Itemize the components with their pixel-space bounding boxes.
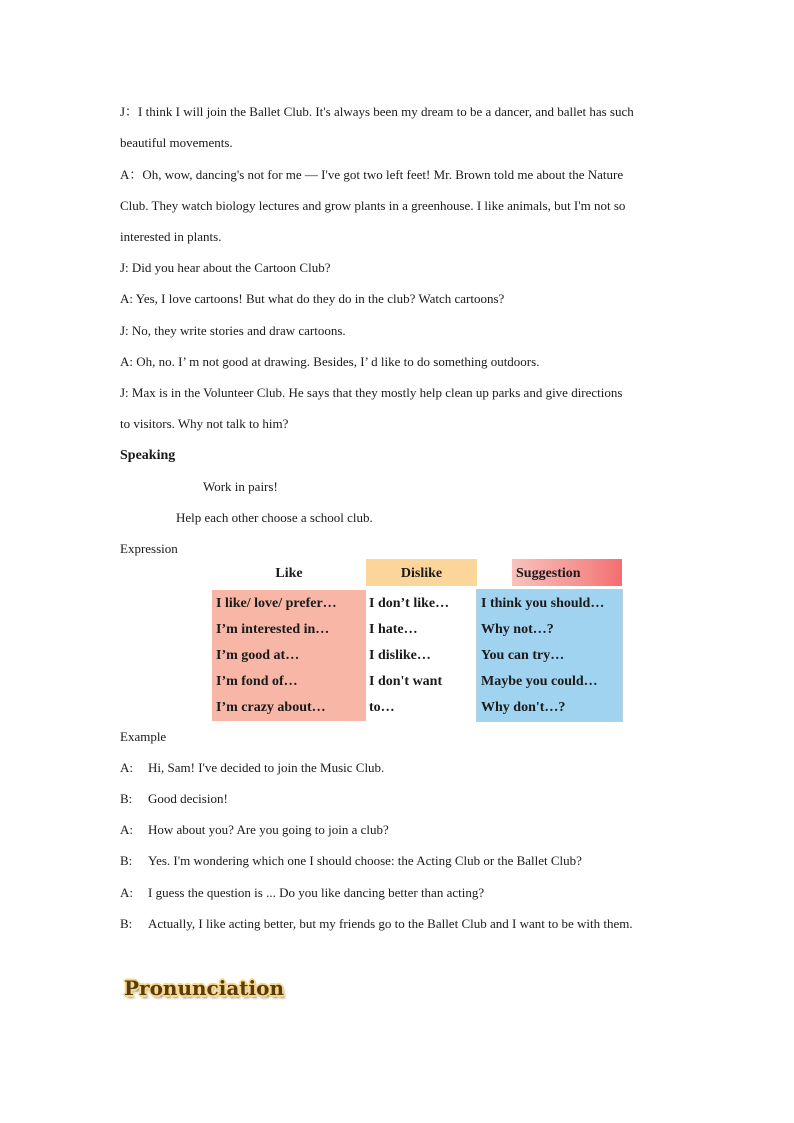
dialogue-line: to visitors. Why not talk to him?: [120, 416, 289, 431]
dislike-item: I hate…: [369, 622, 418, 637]
suggestion-item: I think you should…: [481, 596, 605, 611]
dislike-item: I don’t like…: [369, 596, 450, 611]
example-line: [120, 822, 389, 838]
example-text: Good decision!: [148, 791, 228, 806]
like-item: I’m fond of…: [216, 674, 298, 689]
example-line: [120, 916, 633, 932]
example-line: [120, 791, 228, 807]
dialogue-line: A: Yes, I love cartoons! But what do they do in the club? Watch cartoons?: [120, 291, 505, 306]
dialogue-line: beautiful movements.: [120, 135, 233, 150]
like-header: Like: [275, 566, 303, 581]
dialogue-line: A: Oh, no. I’ m not good at drawing. Besides, I’ d like to do something outdoors.: [120, 354, 540, 369]
pronunciation-title: Pronunciation: [124, 976, 284, 1000]
speaker-label: B:: [120, 791, 133, 806]
like-item: I’m good at…: [216, 648, 300, 663]
dislike-header: Dislike: [400, 566, 443, 581]
dialogue-line: A：Oh, wow, dancing's not for me — I've got two left feet! Mr. Brown told me about the Nature: [120, 167, 624, 182]
example-line: [120, 885, 484, 901]
speaker-label: A:: [120, 885, 133, 900]
speaking-heading: Speaking: [120, 448, 176, 463]
dialogue-line: interested in plants.: [120, 229, 222, 244]
suggestion-item: Why not…?: [481, 622, 554, 637]
dialogue-line: J: No, they write stories and draw cartoons.: [120, 323, 346, 338]
example-text: Actually, I like acting better, but my friends go to the Ballet Club and I want to be with them.: [148, 916, 633, 931]
speaker-label: B:: [120, 916, 133, 931]
dialogue-line: J: Max is in the Volunteer Club. He says that they mostly help clean up parks and give directions: [120, 385, 623, 400]
example-text: Yes. I'm wondering which one I should choose: the Acting Club or the Ballet Club?: [148, 853, 582, 868]
like-item: I’m crazy about…: [216, 700, 326, 715]
example-line: [120, 760, 384, 776]
speaker-label: A:: [120, 760, 133, 775]
dislike-item: I dislike…: [369, 648, 431, 663]
suggestion-item: Maybe you could…: [481, 674, 598, 689]
speaking-instruction-2: Help each other choose a school club.: [176, 510, 373, 525]
example-text: I guess the question is ... Do you like dancing better than acting?: [148, 885, 485, 900]
example-text: How about you? Are you going to join a club?: [148, 822, 389, 837]
like-item: I like/ love/ prefer…: [216, 596, 337, 611]
suggestion-item: You can try…: [481, 648, 565, 663]
example-label: Example: [120, 729, 167, 744]
suggestion-header: Suggestion: [516, 566, 581, 581]
dialogue-line: J: Did you hear about the Cartoon Club?: [120, 260, 331, 275]
speaker-label: B:: [120, 853, 133, 868]
example-line: [120, 853, 582, 869]
suggestion-item: Why don't…?: [481, 700, 566, 715]
like-item: I’m interested in…: [216, 622, 330, 637]
example-text: Hi, Sam! I've decided to join the Music Club.: [148, 760, 385, 775]
dislike-item: to…: [369, 700, 395, 715]
expression-label: Expression: [120, 541, 178, 556]
dialogue-line: Club. They watch biology lectures and grow plants in a greenhouse. I like animals, but I'm not so: [120, 198, 626, 213]
speaker-label: A:: [120, 822, 133, 837]
speaking-instruction-1: Work in pairs!: [203, 479, 278, 494]
dislike-item: I don't want: [369, 674, 443, 689]
dialogue-line: J：I think I will join the Ballet Club. It's always been my dream to be a dancer, and ballet has such: [120, 104, 634, 119]
